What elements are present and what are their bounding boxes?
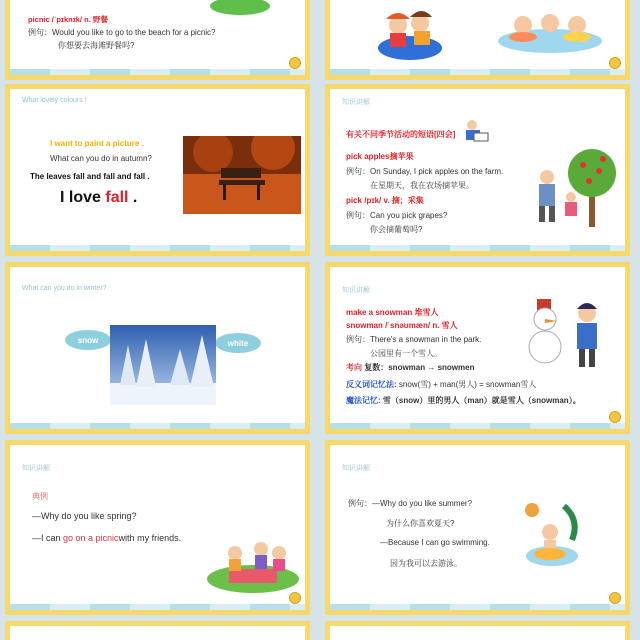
- example-label: 典例: [32, 492, 48, 501]
- example-en: 例句：Would you like to go to the beach for a picnic?: [28, 28, 216, 37]
- picnic-kids-icon: [205, 535, 300, 595]
- grass-decoration: [210, 0, 270, 15]
- answer-summer: —Because I can go swimming.: [380, 538, 490, 547]
- question-summer-zh: 为什么你喜欢夏天?: [386, 519, 455, 528]
- answer-summer-zh: 因为我可以去游泳。: [390, 559, 462, 568]
- bubble-snow: snow: [65, 330, 111, 350]
- slide-tag: 知识讲解: [342, 99, 370, 106]
- badge-icon: [289, 592, 301, 604]
- slide-tag: What lovely colours !: [22, 97, 87, 104]
- question-spring: —Why do you like spring?: [32, 511, 137, 521]
- slide-tag: 知识讲解: [342, 287, 370, 294]
- slide-beach[interactable]: [325, 0, 630, 80]
- example-zh: 公园里有一个雪人。: [370, 349, 442, 358]
- snowman-kid-icon: [525, 293, 615, 373]
- slide-winter[interactable]: [5, 262, 310, 434]
- phrase-make-snowman: make a snowman 堆雪人: [346, 308, 439, 317]
- line-leaves: The leaves fall and fall and fall .: [30, 172, 150, 181]
- slide-autumn[interactable]: [5, 84, 310, 256]
- season-phrase-heading: 有关不同季节活动的短语[四会]: [346, 130, 456, 139]
- slide-tag: What can you do in winter?: [22, 285, 107, 292]
- question-summer: 例句：—Why do you like summer?: [348, 499, 473, 508]
- word-snowman: snowman /ˈsnəʊmæn/ n. 雪人: [346, 321, 458, 330]
- slide-picnic[interactable]: [5, 0, 310, 80]
- memory-method: 反义词记忆法: snow(雪) + man(男人) = snowman雪人: [346, 380, 537, 389]
- apple-tree-icon: [525, 143, 620, 233]
- example2-en: 例句：Can you pick grapes?: [346, 211, 448, 220]
- example1-zh: 在星期天，我在农场摘苹果。: [370, 181, 474, 190]
- reading-student-icon: [460, 117, 490, 147]
- slide-snowman[interactable]: [325, 262, 630, 434]
- example-zh: 你想要去海滩野餐吗?: [58, 41, 135, 50]
- autumn-bench-photo: [183, 136, 301, 214]
- example2-zh: 你会摘葡萄吗?: [370, 225, 423, 234]
- swimming-boy-icon: [520, 500, 590, 570]
- slide-next-left[interactable]: [5, 621, 310, 640]
- badge-icon: [609, 411, 621, 423]
- slide-pick-apples[interactable]: [325, 84, 630, 256]
- badge-icon: [609, 57, 621, 69]
- word-pick: pick /pɪk/ v. 摘；采集: [346, 196, 424, 205]
- phrase-pick-apples: pick apples摘苹果: [346, 152, 414, 161]
- winter-forest-photo: [110, 325, 216, 405]
- slide-summer-example[interactable]: [325, 440, 630, 615]
- badge-icon: [609, 592, 621, 604]
- bubble-white: white: [215, 333, 261, 353]
- example-en: 例句：There's a snowman in the park.: [346, 335, 482, 344]
- phrase-picnic: picnic /ˈpɪknɪk/ n. 野餐: [28, 15, 108, 24]
- answer-spring: —I can go on a picnicwith my friends.: [32, 533, 182, 543]
- slide-next-right[interactable]: [325, 621, 630, 640]
- slide-spring-example[interactable]: [5, 440, 310, 615]
- slide-tag: 知识讲解: [22, 465, 50, 472]
- slide-tag: 知识讲解: [342, 465, 370, 472]
- line-paint: I want to paint a picture .: [50, 139, 144, 148]
- beach-kids-icon: [370, 3, 450, 61]
- line-autumn-question: What can you do in autumn?: [50, 154, 152, 163]
- plural-note: 考向 复数：snowman → snowmen: [346, 363, 475, 372]
- badge-icon: [289, 57, 301, 69]
- swimming-kids-icon: [495, 7, 605, 55]
- magic-memory: 魔法记忆: 雪（snow）里的男人（man）就是雪人（snowman）。: [346, 396, 581, 405]
- example1-en: 例句：On Sunday, I pick apples on the farm.: [346, 167, 504, 176]
- line-love-fall: I love fall .: [60, 189, 138, 206]
